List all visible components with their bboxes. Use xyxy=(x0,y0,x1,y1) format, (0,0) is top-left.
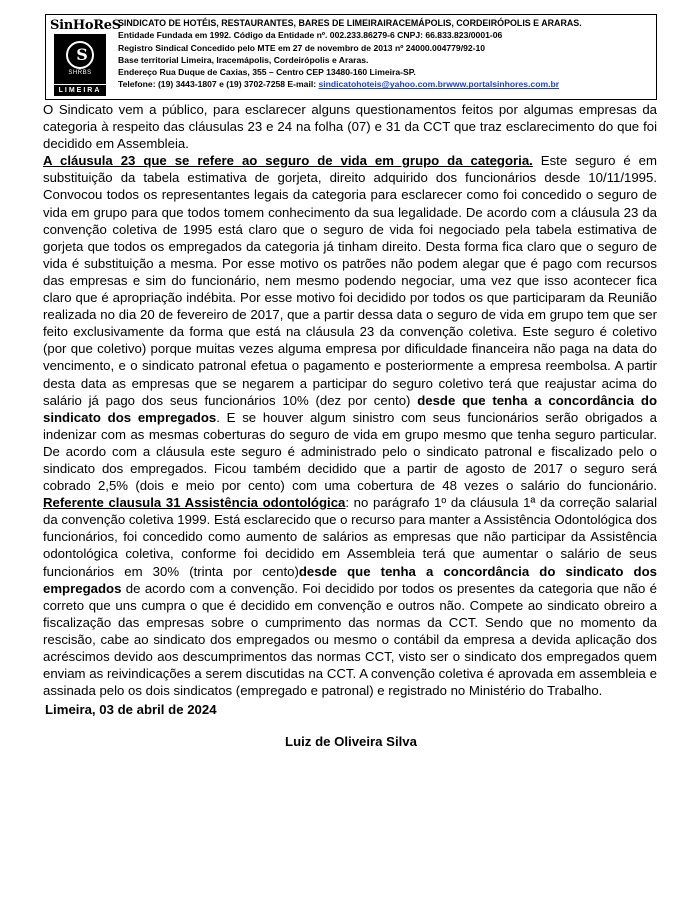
intro-paragraph: O Sindicato vem a público, para esclarecer alguns questionamentos feitos por algumas empresas da categoria à respeito das cláusulas 23 e 24 na folha (07) e 31 da CCT que traz esclarecimento do que foi decidido em Assembleia. xyxy=(43,102,657,152)
clause-23-bold: desde que tenha a concordância do sindicato dos empregados xyxy=(43,392,657,425)
territory-info: Base territorial Limeira, Iracemápolis, Cordeirópolis e Araras. xyxy=(118,54,369,65)
contact-info xyxy=(118,78,582,90)
letterhead-text xyxy=(118,17,582,91)
registration-info: Registro Sindical Concedido pelo MTE em 27 de novembro de 2013 nº 24000.004779/92-10 xyxy=(118,42,486,53)
union-logo xyxy=(50,18,121,96)
logo-subtext: SHRBS xyxy=(68,70,92,76)
letter-body xyxy=(43,101,657,699)
phone-text: Telefone: (19) 3443-1807 e (19) 3702-7258 E-mail: xyxy=(118,79,319,90)
clause-23-text-2: . E se houver algum sinistro com seus funcionários serão obrigados a indenizar com as mesmas coberturas do seguro de vida em grupo mesmo que tenha seguro particular. De acordo com a cláusula este seguro é administrado pelo o sindicato patronal e fiscalizado pelo o sindicato dos empregados. Ficou também decidido que a partir de agosto de 2017 o seguro será cobrado 2,5% (dois e meio por cento) com uma cobertura de 48 vezes o salário do funcionário. xyxy=(43,409,657,494)
logo-city: LIMEIRA xyxy=(54,85,106,96)
clause-31-text-1: : no parágrafo 1º da cláusula 1ª da correção salarial da convenção coletiva 1999. Está esclarecido que o recurso para manter a Assistência Odontológica dos funcionários, foi concedido como aumento de salários as empresas que não participar da Assistência odontológica coletiva, conforme foi decidido em Assembleia terá que aumentar o salário de seus funcionários em 30% (trinta por cento) xyxy=(43,495,657,579)
clause-31-text-2: de acordo com a convenção. Foi decidido por todos os presentes da categoria que não é correto que uns cumpra o que é decidido em convenção e outros não. Compete ao sindicato obreiro a fiscalização das empresas sobre o cumprimento das normas da CCT. Sendo que no momento da rescisão, cabe ao sindicato dos empregados ou mesmo o contábil da empresa a devida aplicação dos acréscimos devido aos descumprimentos das normas CCT, visto ser o sindicato dos empregados quem enviam as reivindicações a serem discutidas na CCT. A convenção coletiva é aprovada em assembleia e assinada pelo os dois sindicatos (empregado e patronal) e registrado no Ministério do Trabalho. xyxy=(43,580,657,699)
address-info: Endereço Rua Duque de Caxias, 355 – Centro CEP 13480-160 Limeira-SP. xyxy=(118,67,416,78)
clause-23-text-1: Este seguro é em substituição da tabela estimativa de gorjeta, direito adquirido dos funcionários desde 10/11/1995. Convocou todos os representantes legais da categoria para esclarecer como foi concedido o seguro de vida em grupo para que todos tomem conhecimento da sua legalidade. De acordo com a cláusula 23 da convenção coletiva de 1995 está claro que o seguro de vida foi negociado pela tabela estimativa de gorjeta que todos os empregados da categoria já tinham direito. Desta forma fica claro que o seguro de vida é substituição a mesma. Por esse motivo os patrões não podem alegar que é pago com recursos das empresas e sim do funcionário, nem mesmo podendo negociar, uma vez que isso acontecer fica claro que é apropriação indébita. Por esse motivo foi decidido por todos os que participaram da Reunião realizada no dia 20 de fevereiro de 2017, que a partir dessa data o seguro de vida em grupo tem que ser feito exclusivamente da forma que está na cláusula 23 da convenção coletiva. Este seguro é coletivo (por que coletivo) porque muitas vezes alguma empresa por dificuldade financeira não paga na data do vencimento, e o sindicato patronal efetua o pagamento e posteriormente a empresa reembolsa. A partir desta data as empresas que se negarem a participar do seguro coletivo terá que reajustar acima do salário já pago dos seus funcionários 10% (dez por cento) xyxy=(43,153,657,408)
clause-31-bold: desde que tenha a concordância do sindicato dos empregados xyxy=(43,563,657,596)
signature-name: Luiz de Oliveira Silva xyxy=(285,734,417,750)
contact-link[interactable]: sindicatohoteis@yahoo.com.brwww.portalsinhores.com.br xyxy=(318,79,560,90)
union-name: SINDICATO DE HOTÉIS, RESTAURANTES, BARES DE LIMEIRAIRACEMÁPOLIS, CORDEIRÓPOLIS E ARARAS. xyxy=(118,18,582,28)
logo-emblem xyxy=(54,34,106,84)
letterhead xyxy=(45,14,657,100)
logo-symbol: S xyxy=(76,45,88,64)
clause-31-heading: Referente clausula 31 Assistência odontológica xyxy=(43,495,346,511)
letter-page xyxy=(45,14,657,749)
logo-circle-icon xyxy=(66,41,94,69)
foundation-info: Entidade Fundada em 1992. Código da Entidade nº. 002.233.86279-6 CNPJ: 66.833.823/0001-06 xyxy=(118,30,503,41)
letter-date: Limeira, 03 de abril de 2024 xyxy=(45,702,217,718)
clause-paragraph xyxy=(43,152,657,699)
logo-wordmark: SinHoReS xyxy=(50,18,121,33)
clause-23-heading: A cláusula 23 que se refere ao seguro de vida em grupo da categoria. xyxy=(43,153,533,169)
